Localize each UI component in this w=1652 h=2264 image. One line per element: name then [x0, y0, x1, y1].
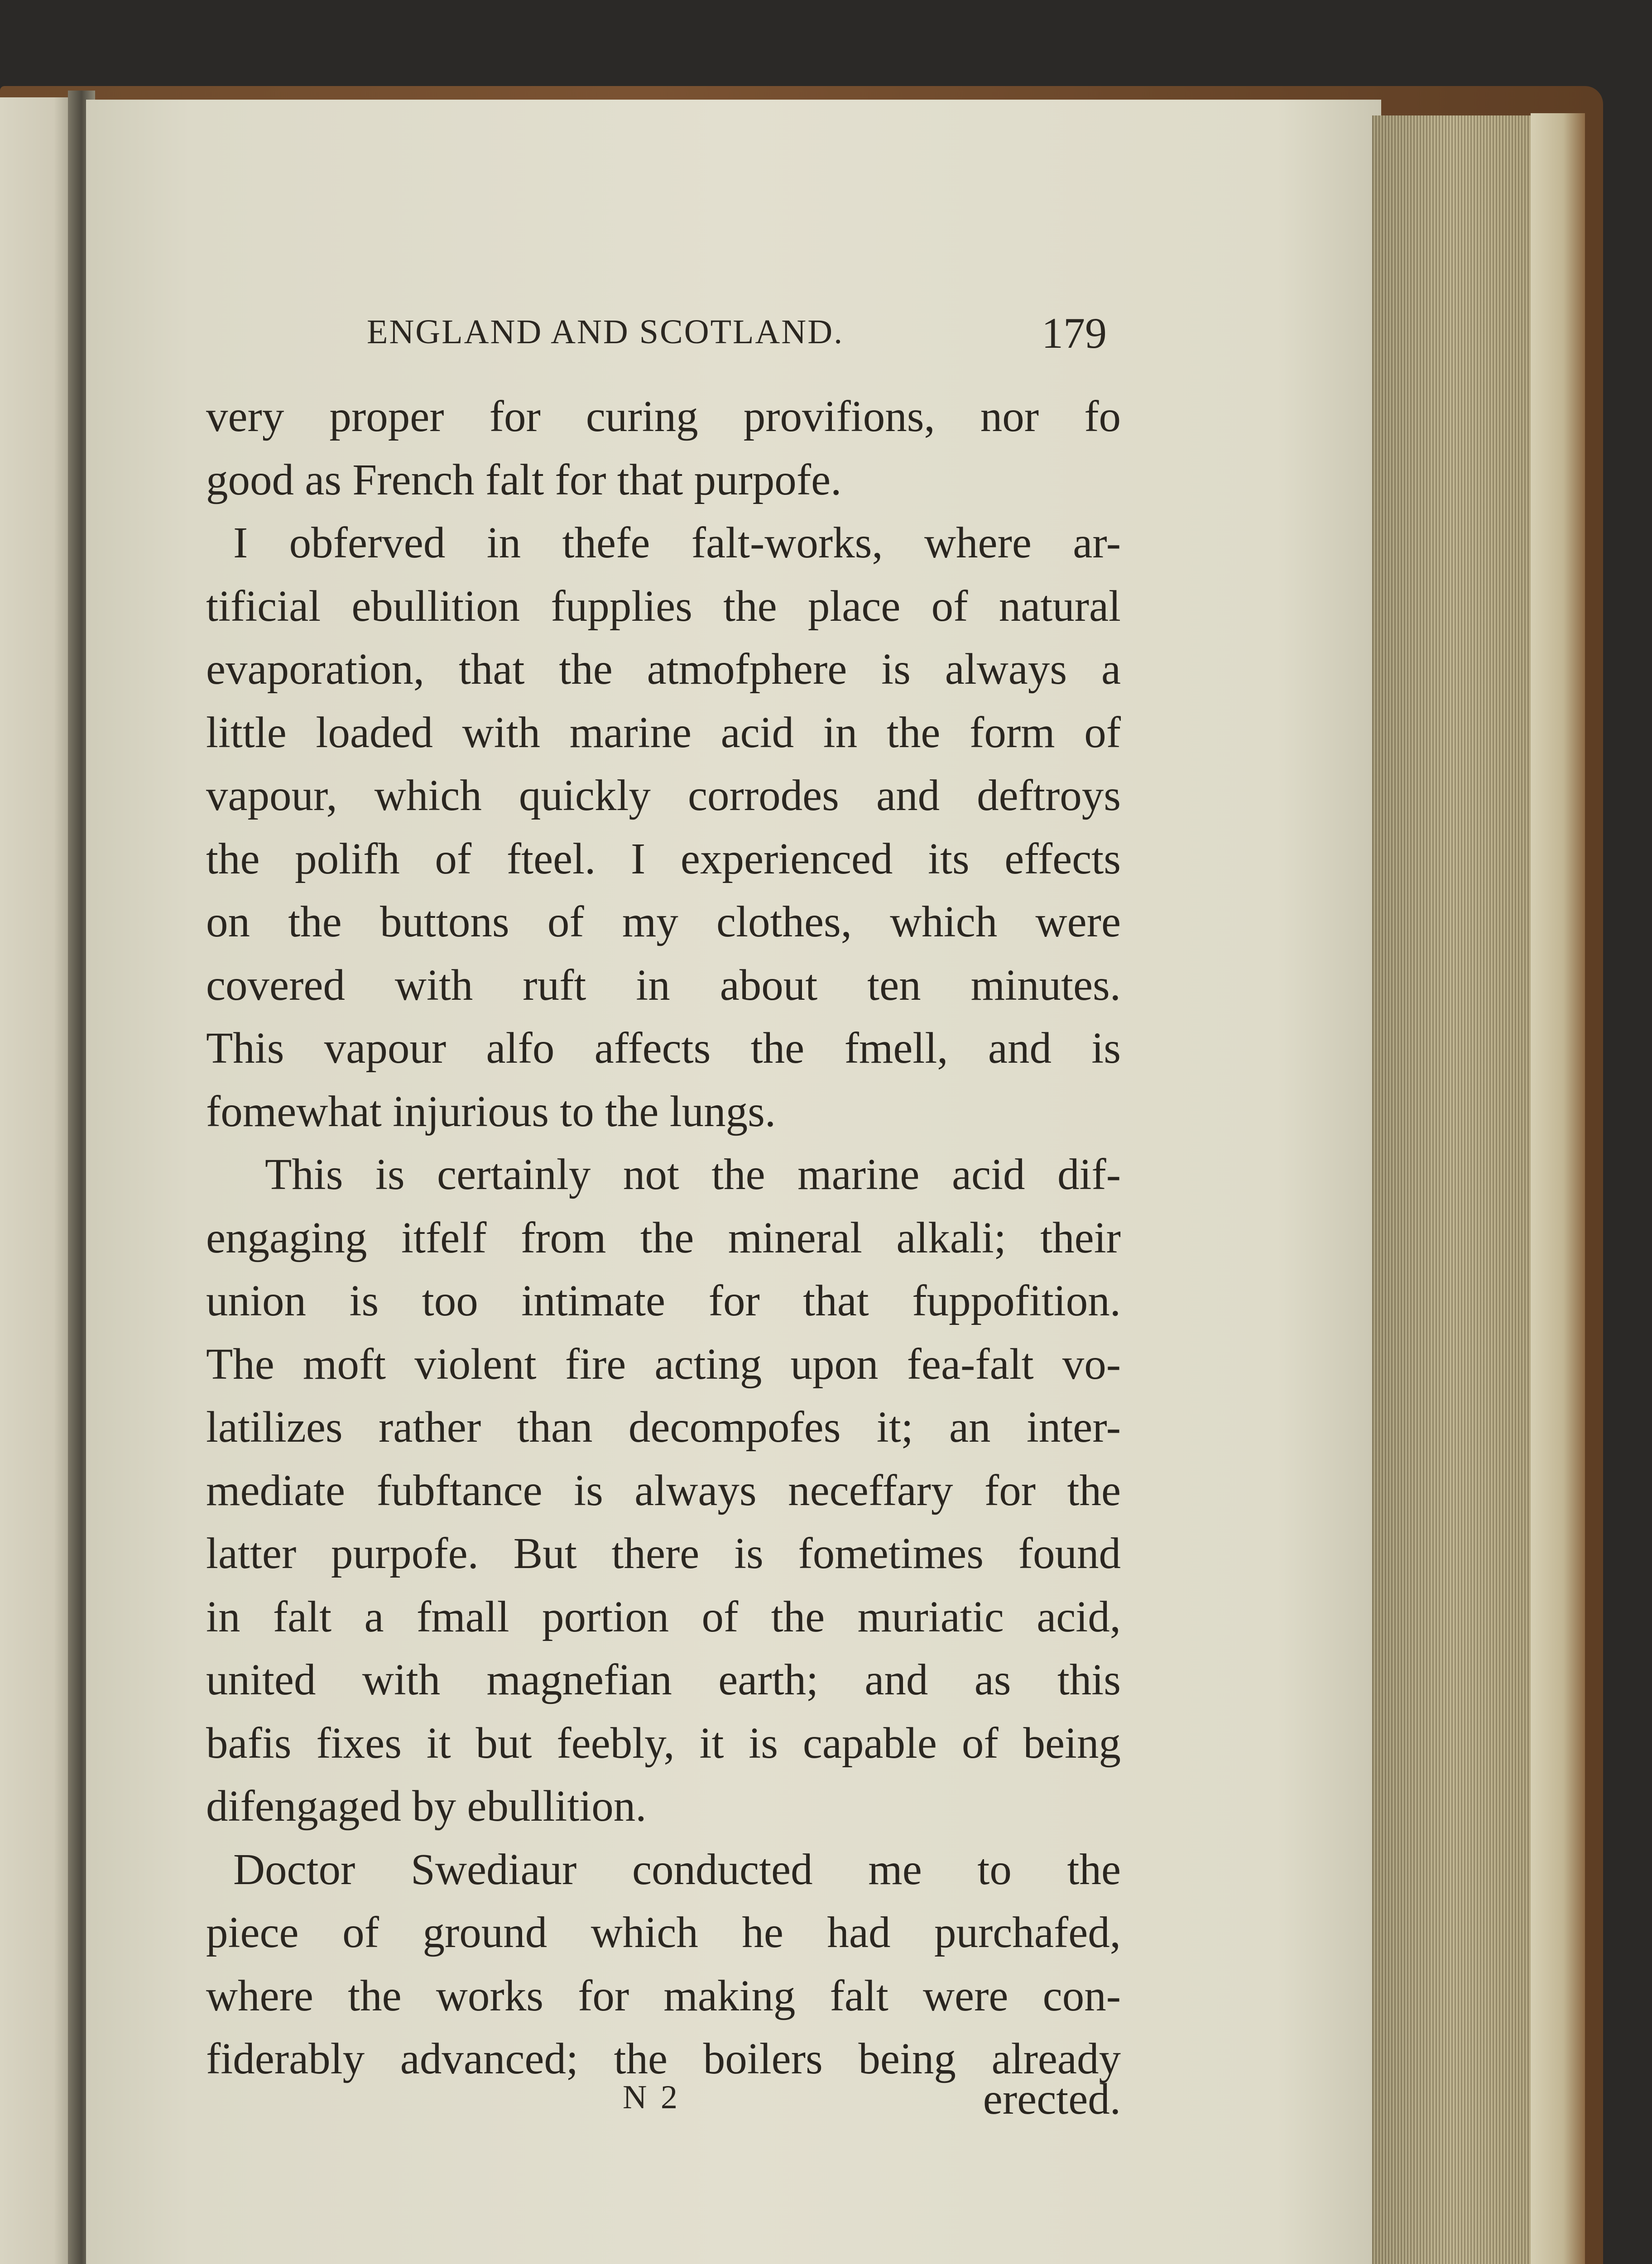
text-line: covered with ruft in about ten minutes.	[206, 960, 1121, 1009]
text-line: evaporation, that the atmofphere is always a	[206, 645, 1121, 693]
text-line: latilizes rather than decompofes it; an inter-	[206, 1403, 1121, 1451]
text-line: where the works for making falt were con-	[206, 1971, 1121, 2020]
text-line: piece of ground which he had purchafed,	[206, 1908, 1121, 1957]
text-line: This vapour alfo affects the fmell, and is	[206, 1024, 1121, 1072]
text-line: union is too intimate for that fuppofition.	[206, 1276, 1121, 1325]
cover-edge	[1531, 113, 1585, 2264]
text-line: engaging itfelf from the mineral alkali; their	[206, 1213, 1121, 1262]
page-footer	[206, 2075, 1121, 2137]
text-line: latter purpofe. But there is fometimes found	[206, 1529, 1121, 1578]
page-number: 179	[1042, 309, 1107, 357]
text-line: tificial ebullition fupplies the place of natural	[206, 581, 1121, 630]
text-line: united with magnefian earth; and as this	[206, 1655, 1121, 1704]
text-line: This is certainly not the marine acid dif-	[265, 1150, 1121, 1199]
text-line: fiderably advanced; the boilers being already	[206, 2034, 1121, 2083]
text-line: very proper for curing provifions, nor fo	[206, 392, 1121, 441]
text-line: in falt a fmall portion of the muriatic acid,	[206, 1592, 1121, 1641]
left-page-edge	[0, 97, 77, 2264]
text-line: difengaged by ebullition.	[206, 1782, 647, 1830]
running-head: ENGLAND AND SCOTLAND.	[367, 313, 844, 351]
body-text	[206, 385, 1121, 2091]
text-line: The moft violent fire acting upon fea-falt vo-	[206, 1339, 1121, 1388]
text-line: mediate fubftance is always neceffary for the	[206, 1466, 1121, 1515]
text-line: I obferved in thefe falt-works, where ar-	[233, 518, 1121, 567]
signature-mark: N 2	[623, 2079, 680, 2116]
text-line: bafis fixes it but feebly, it is capable of being	[206, 1718, 1121, 1767]
catchword: erected.	[983, 2075, 1121, 2123]
text-line: on the buttons of my clothes, which were	[206, 897, 1121, 946]
text-line: vapour, which quickly corrodes and deftroys	[206, 771, 1121, 820]
text-line: Doctor Swediaur conducted me to the	[233, 1845, 1121, 1894]
page-fore-edge	[1372, 115, 1535, 2264]
text-line: little loaded with marine acid in the form of	[206, 708, 1121, 757]
text-line: the polifh of fteel. I experienced its effects	[206, 834, 1121, 883]
text-line: fomewhat injurious to the lungs.	[206, 1087, 776, 1136]
text-line: good as French falt for that purpofe.	[206, 455, 842, 504]
page-header	[367, 309, 1137, 362]
